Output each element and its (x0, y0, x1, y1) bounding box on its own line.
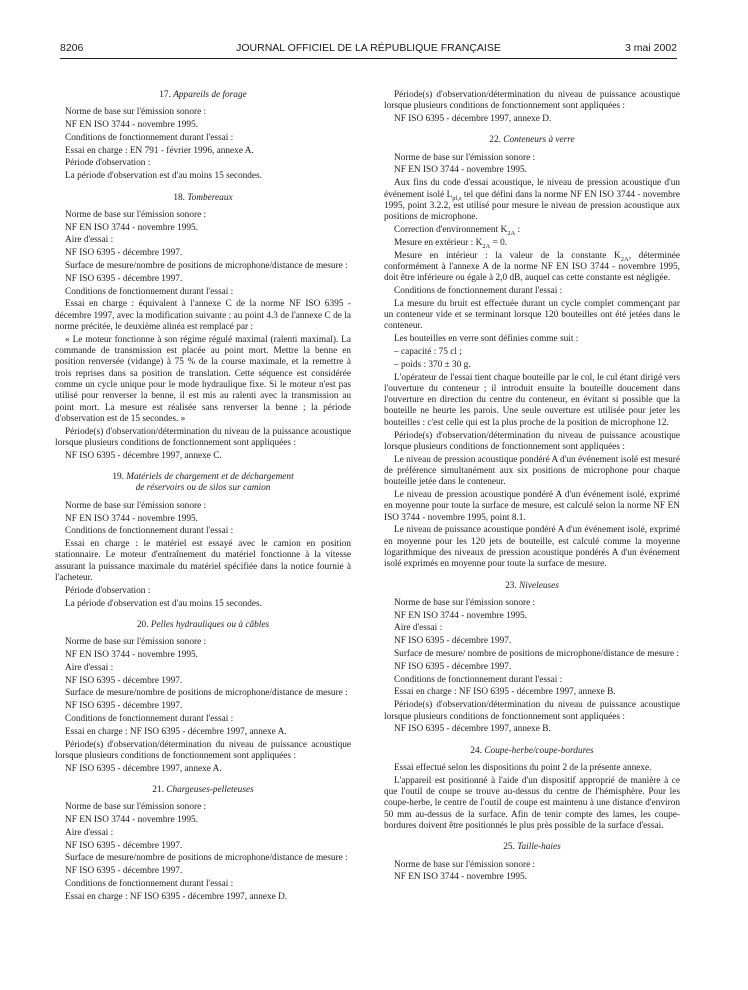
paragraph: Le niveau de pression acoustique pondéré A d'un événement isolé est mesuré de préférence simultanément aux six positions de microphone pour chaque bouteille jetée dans le conteneur. (384, 454, 680, 488)
subscript: 2A (507, 229, 516, 237)
paragraph: Conditions de fonctionnement durant l'essai : (65, 132, 234, 143)
section-heading-23 (384, 581, 680, 592)
paragraph: Norme de base sur l'émission sonore : (65, 637, 207, 648)
paragraph: Conditions de fonctionnement durant l'essai : (394, 674, 563, 685)
paragraph (384, 238, 680, 249)
section-number: 21. (152, 784, 164, 795)
paragraph (384, 251, 680, 285)
section-number: 22. (489, 135, 501, 146)
paragraph: La période d'observation est d'au moins 15 secondes. (65, 171, 262, 182)
paragraph: NF ISO 6395 - décembre 1997. (65, 675, 183, 686)
paragraph: NF EN ISO 3744 - novembre 1995. (394, 165, 527, 176)
paragraph: Norme de base sur l'émission sonore : (394, 597, 536, 608)
paragraph: Conditions de fonctionnement durant l'essai : (65, 879, 234, 890)
section-heading-19 (55, 472, 351, 495)
paragraph: L'opérateur de l'essai tient chaque bouteille par le col, le cul étant dirigé vers l'ouverture du conteneur ; il introduit ensuite la bouteille doucement dans l'ouverture en direction du centre du conteneur, en évitant si possible que la bouteille ne heurte les parois. Une seule ouverture est utilisée pour jeter les bouteilles : c'est celle qui est la plus proche de la position de microphone 12. (384, 372, 680, 428)
text-run: Aux fins du code d'essai acoustique, le niveau de pression acoustique d'un événement isolé L (384, 178, 680, 200)
text-run: Mesure en intérieur : la valeur de la constante K (394, 250, 621, 261)
text-run: Correction d'environnement K (394, 224, 508, 235)
left-column (55, 76, 351, 905)
paragraph: Essai en charge : NF ISO 6395 - décembre 1997, annexe D. (65, 891, 288, 902)
paragraph: Aire d'essai : (65, 662, 114, 673)
section-number: 24. (470, 745, 482, 756)
paragraph: Norme de base sur l'émission sonore : (394, 859, 536, 870)
paragraph: Conditions de fonctionnement durant l'essai : (65, 286, 234, 297)
paragraph: Norme de base sur l'émission sonore : (65, 500, 207, 511)
section-heading-22 (384, 135, 680, 146)
paragraph (384, 178, 680, 223)
publication-date: 3 mai 2002 (625, 42, 677, 54)
section-number: 19. (112, 472, 124, 483)
paragraph: Surface de mesure/ nombre de positions de microphone/distance de mesure : (394, 649, 680, 660)
paragraph: Conditions de fonctionnement durant l'essai : (65, 526, 234, 537)
section-number: 18. (173, 192, 185, 203)
paragraph: NF ISO 6395 - décembre 1997, annexe A. (65, 763, 222, 774)
journal-title: JOURNAL OFFICIEL DE LA RÉPUBLIQUE FRANÇAISE (236, 42, 501, 54)
paragraph: Période d'observation : (65, 158, 151, 169)
paragraph: Surface de mesure/nombre de positions de microphone/distance de mesure : (65, 261, 348, 272)
paragraph: Période(s) d'observation/détermination du niveau de puissance acoustique lorsque plusieurs conditions de fonctionnement sont appliquées : (384, 90, 680, 112)
section-title: Chargeuses-pelleteuses (166, 784, 254, 795)
paragraph: Le niveau de pression acoustique pondéré A d'un événement isolé, exprimé en moyenne pour toute la surface de mesure, est calculé selon la norme NF EN ISO 3744 - novembre 1995, point 8.1. (384, 490, 680, 523)
paragraph: NF EN ISO 3744 - novembre 1995. (65, 649, 198, 660)
paragraph: NF EN ISO 3744 - novembre 1995. (65, 815, 198, 826)
paragraph: NF ISO 6395 - décembre 1997, annexe B. (394, 724, 551, 735)
paragraph: Essai en charge : le matériel est essayé avec le camion en position stationnaire. Le moteur d'entraînement du matériel fonctionne à la vitesse assurant la puissance maximale du matériel spécifiée dans la notice fournie à l'acheteur. (55, 539, 351, 583)
section-title: Coupe-herbe/coupe-bordures (484, 745, 594, 756)
paragraph: NF EN ISO 3744 - novembre 1995. (394, 610, 527, 621)
quote-paragraph: « Le moteur fonctionne à son régime régulé maximal (ralenti maximal). La commande de transmission est placée au point mort. Mettre la benne en position renversée (vidange) à 75 % de la course maximale, et la remettre à trois reprises dans sa position de translation. Cette séquence est considérée comme un cycle unique pour le mode hydraulique fixe. Si le moteur n'est pas utilisé pour renverser la benne, il est mis au ralenti avec la transmission au point mort. La mesure est réalisée sans renverser la benne ; la période d'observation est de 15 secondes. » (55, 334, 351, 424)
paragraph: Conditions de fonctionnement durant l'essai : (65, 713, 234, 724)
paragraph: Norme de base sur l'émission sonore : (65, 107, 207, 118)
paragraph: Essai en charge : NF ISO 6395 - décembre 1997, annexe A. (65, 726, 287, 737)
paragraph: Essai en charge : équivalent à l'annexe C de la norme NF ISO 6395 - décembre 1997, avec la modification suivante : au point 4.3 de l'annexe C de la norme précitée, le deuxième alinéa est remplacé par : (55, 299, 351, 333)
text-run: : (515, 224, 521, 235)
paragraph (384, 225, 680, 236)
right-column (384, 90, 680, 885)
section-title: Tombereaux (187, 192, 233, 203)
list-item: – capacité : 75 cl ; (394, 346, 462, 357)
paragraph: Aire d'essai : (65, 827, 114, 838)
paragraph: Période d'observation : (65, 585, 151, 596)
section-number: 17. (159, 90, 171, 100)
paragraph: Surface de mesure/nombre de positions de microphone/distance de mesure : (65, 853, 348, 864)
list-item: – poids : 370 ± 30 g. (394, 359, 471, 370)
paragraph: NF ISO 6395 - décembre 1997, annexe D. (394, 114, 552, 125)
page-number: 8206 (60, 42, 84, 54)
paragraph: NF ISO 6395 - décembre 1997, annexe C. (65, 450, 222, 461)
text-run: Mesure en extérieur : K (394, 237, 483, 248)
paragraph: Période(s) d'observation/détermination du niveau de puissance acoustique lorsque plusieurs conditions de fonctionnement sont appliquées : (384, 430, 680, 452)
paragraph: NF EN ISO 3744 - novembre 1995. (65, 222, 198, 233)
section-heading-24 (384, 746, 680, 757)
subscript: 2A (482, 242, 491, 250)
paragraph: NF ISO 6395 - décembre 1997. (65, 248, 183, 259)
paragraph: NF EN ISO 3744 - novembre 1995. (65, 120, 198, 131)
paragraph: Les bouteilles en verre sont définies comme suit : (394, 334, 579, 345)
paragraph: NF ISO 6395 - décembre 1997. (65, 701, 183, 712)
section-title: Conteneurs à verre (503, 135, 575, 146)
section-title: Appareils de forage (173, 90, 247, 100)
section-heading-18 (55, 193, 351, 204)
page-header (60, 42, 677, 56)
text-run: = 0. (490, 237, 508, 248)
paragraph: NF ISO 6395 - décembre 1997. (394, 636, 512, 647)
section-number: 25. (503, 842, 515, 853)
paragraph: Norme de base sur l'émission sonore : (394, 152, 536, 163)
paragraph: Essai en charge : EN 791 - février 1996, annexe A. (65, 145, 254, 156)
paragraph: Norme de base sur l'émission sonore : (65, 802, 207, 813)
paragraph: Norme de base sur l'émission sonore : (65, 209, 207, 220)
subscript: pl,s (452, 194, 462, 202)
section-title: de réservoirs ou de silos sur camion (135, 483, 271, 494)
paragraph: NF EN ISO 3744 - novembre 1995. (65, 513, 198, 524)
paragraph: NF ISO 6395 - décembre 1997. (394, 661, 512, 672)
header-rule (60, 58, 677, 59)
paragraph: L'appareil est positionné à l'aide d'un dispositif approprié de manière à ce que l'outil de coupe se trouve au-dessus du centre de l'hémisphère. Pour les coupe-herbe, le centre de l'outil de coupe est maintenu à une distance d'environ 50 mm au-dessus de la surface. Afin de tenir compte des lames, les coupe-bordures doivent être positionnés le plus près possible de la surface d'essai. (384, 775, 680, 831)
section-heading-21 (55, 785, 351, 796)
section-number: 23. (505, 580, 517, 591)
section-title: Matériels de chargement et de déchargement (126, 472, 294, 483)
paragraph: NF ISO 6395 - décembre 1997. (65, 840, 183, 851)
section-number: 20. (136, 619, 149, 630)
section-heading-25 (384, 842, 680, 853)
section-title: Pelles hydrauliques ou à câbles (150, 619, 270, 630)
paragraph: Essai en charge : NF ISO 6395 - décembre 1997, annexe B. (394, 687, 616, 698)
paragraph: Le niveau de puissance acoustique pondéré A d'un événement isolé, exprimé en moyenne pour les 120 jets de bouteille, est calculé comme la moyenne logarithmique des niveaux de pression acoustique pondérés A d'un événement isolé exprimés en moyenne pour toute la surface de mesure. (384, 525, 680, 570)
paragraph: Conditions de fonctionnement durant l'essai : (394, 285, 563, 296)
paragraph: NF EN ISO 3744 - novembre 1995. (394, 872, 527, 883)
section-heading-20 (55, 620, 351, 631)
paragraph: Période(s) d'observation/détermination du niveau de la puissance acoustique lorsque plusieurs conditions de fonctionnement sont appliquées : (55, 426, 351, 449)
section-title: Niveleuses (519, 580, 559, 591)
paragraph: NF ISO 6395 - décembre 1997. (65, 273, 183, 284)
text-run: tel que défini dans la norme NF EN ISO 3744 - novembre 1995, point 3.2.2, est utilisé pour mesure le niveau de pression acoustique aux positions de microphone. (384, 189, 681, 223)
paragraph: La mesure du bruit est effectuée durant un cycle complet commençant par un conteneur vide et se terminant lorsque 120 bouteilles ont été jetées dans le conteneur. (384, 298, 680, 332)
section-title: Taille-haies (517, 842, 561, 853)
paragraph: Période(s) d'observation/détermination du niveau de puissance acoustique lorsque plusieurs conditions de fonctionnement sont appliquées : (384, 700, 680, 722)
text-run: , déterminée conformément à l'annexe A de la norme NF EN ISO 3744 - novembre 1995, doit être inférieure ou égale à 2,0 dB, auquel cas cette constante est négligée. (384, 250, 680, 284)
paragraph: Surface de mesure/nombre de positions de microphone/distance de mesure : (65, 688, 348, 699)
paragraph: NF ISO 6395 - décembre 1997. (65, 866, 183, 877)
paragraph: Période(s) d'observation/détermination du niveau de puissance acoustique lorsque plusieurs conditions de fonctionnement sont appliquées : (55, 739, 351, 761)
paragraph: Essai effectué selon les dispositions du point 2 de la présente annexe. (394, 762, 652, 773)
section-heading-17 (55, 90, 351, 101)
paragraph: Aire d'essai : (65, 235, 114, 246)
paragraph: La période d'observation est d'au moins 15 secondes. (65, 598, 262, 609)
subscript: 2A (620, 255, 629, 263)
paragraph: Aire d'essai : (394, 623, 443, 634)
